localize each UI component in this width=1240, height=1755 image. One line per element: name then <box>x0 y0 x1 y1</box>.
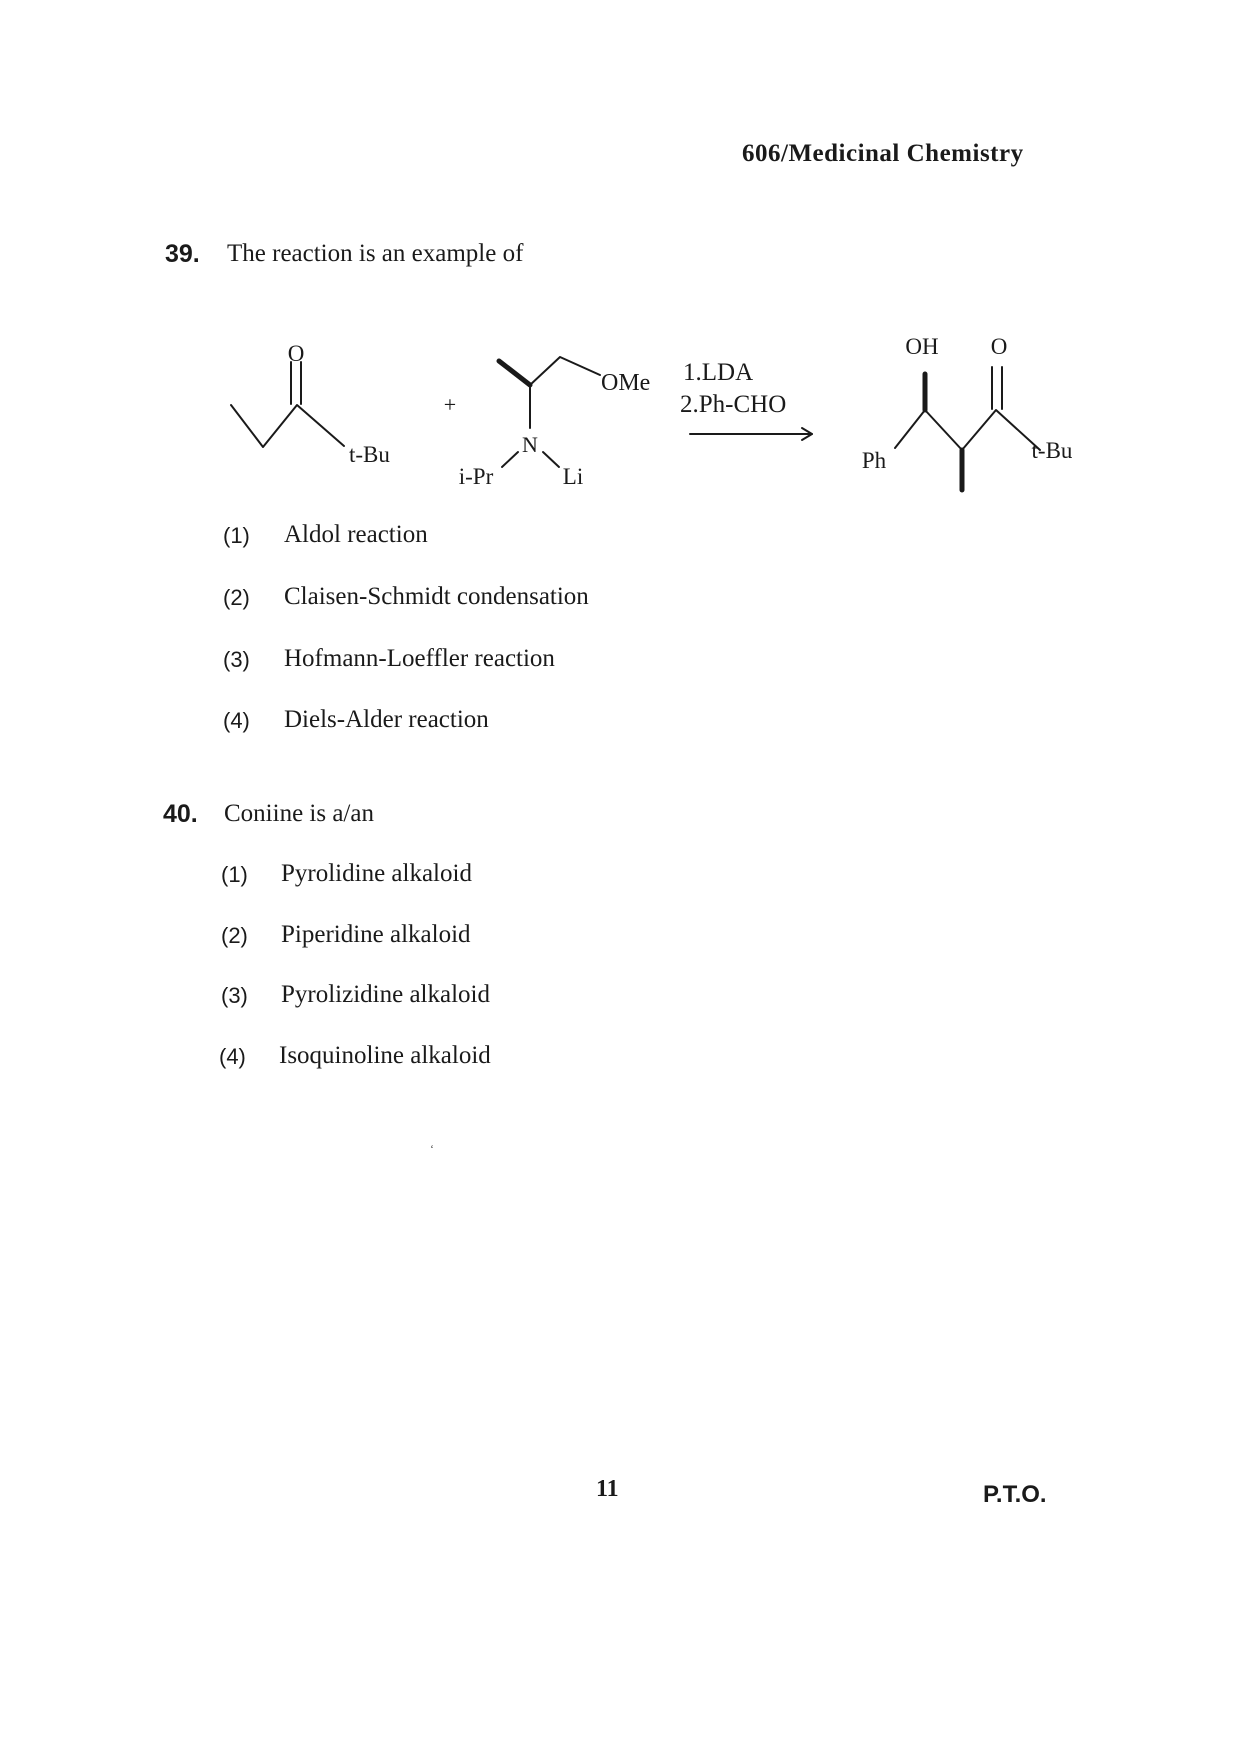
page-header-title: 606/Medicinal Chemistry <box>742 140 1024 167</box>
reactant-2-li-label: Li <box>562 464 584 489</box>
question-40-text: Coniine is a/an <box>224 800 374 827</box>
reactant-1-oxygen-label: O <box>287 341 305 366</box>
q39-option-1-text: Aldol reaction <box>284 521 428 548</box>
question-40-number: 40. <box>163 800 198 828</box>
q39-option-2-text: Claisen-Schmidt condensation <box>284 583 589 610</box>
reactant-1-tbu-label: t-Bu <box>349 442 390 467</box>
q40-option-1-text: Pyrolidine alkaloid <box>281 860 472 887</box>
product-tbu-label: t-Bu <box>1031 438 1073 463</box>
reaction-arrow <box>690 428 812 440</box>
reactant-2-structure <box>499 357 600 467</box>
condition-step-1: 1.LDA <box>683 359 754 386</box>
q40-option-4-number: (4) <box>219 1044 246 1069</box>
q39-option-4-text: Diels-Alder reaction <box>284 706 489 733</box>
stray-mark: ‘ <box>430 1142 434 1156</box>
product-structure <box>895 367 1040 490</box>
q39-option-3-number: (3) <box>223 647 250 672</box>
q40-option-3-number: (3) <box>221 983 248 1008</box>
page-number: 11 <box>596 1476 619 1502</box>
q39-option-4-number: (4) <box>223 708 250 733</box>
product-ph-label: Ph <box>861 448 887 473</box>
question-39-text: The reaction is an example of <box>227 240 524 267</box>
condition-step-2: 2.Ph-CHO <box>680 391 787 418</box>
question-39-number: 39. <box>165 240 200 268</box>
q39-option-3-text: Hofmann-Loeffler reaction <box>284 645 555 672</box>
reactant-2-ome-label: OMe <box>601 370 651 396</box>
please-turn-over-label: P.T.O. <box>983 1481 1047 1508</box>
q40-option-2-text: Piperidine alkaloid <box>281 921 471 948</box>
q40-option-4-text: Isoquinoline alkaloid <box>279 1042 491 1069</box>
q40-option-2-number: (2) <box>221 923 248 948</box>
reactant-2-n-label: N <box>522 432 538 457</box>
product-oh-label: OH <box>905 334 939 359</box>
q39-option-1-number: (1) <box>223 523 250 548</box>
plus-sign: + <box>443 392 457 417</box>
q40-option-3-text: Pyrolizidine alkaloid <box>281 981 490 1008</box>
reactant-2-ipr-label: i-Pr <box>458 464 494 489</box>
q40-option-1-number: (1) <box>221 862 248 887</box>
q39-option-2-number: (2) <box>223 585 250 610</box>
reactant-1-structure <box>231 362 344 447</box>
product-oxygen-label: O <box>990 334 1008 359</box>
reaction-scheme <box>0 0 1240 520</box>
